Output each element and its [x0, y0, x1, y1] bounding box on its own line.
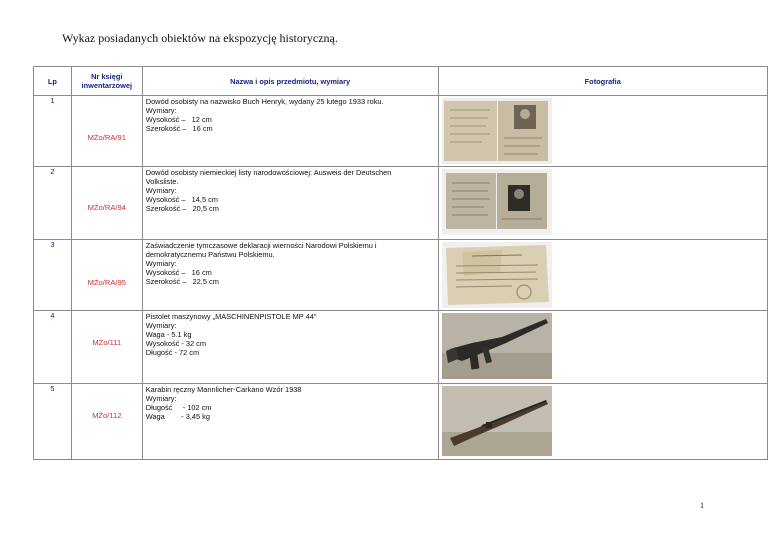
page-number: 1 — [700, 501, 704, 510]
row-photo — [438, 167, 768, 240]
row-lp: 4 — [34, 311, 72, 384]
header-lp: Lp — [34, 67, 72, 96]
header-description: Nazwa i opis przedmiotu, wymiary — [142, 67, 438, 96]
row-description: Karabin ręczny Mannlicher-Carkano Wzór 1938 Wymiary: Długość - 102 cm Waga - 3,45 kg — [142, 384, 438, 460]
table-row — [34, 311, 768, 384]
row-inventory-number: MŻo/RA/91 — [71, 96, 142, 167]
row-description: Zaświadczenie tymczasowe deklaracji wierności Narodowi Polskiemu i demokratycznemu Państwu Polskiemu. Wymiary: Wysokość – 16 cm Szerokość – 22,5 cm — [142, 240, 438, 311]
id-document-photo-icon — [442, 98, 552, 164]
row-lp: 3 — [34, 240, 72, 311]
row-description: Pistolet maszynowy „MASCHINENPISTOLE MP 44" Wymiary: Waga - 5.1 kg Wysokość - 32 cm Długość - 72 cm — [142, 311, 438, 384]
row-lp: 2 — [34, 167, 72, 240]
row-photo — [438, 311, 768, 384]
row-lp: 5 — [34, 384, 72, 460]
row-description: Dowód osobisty na nazwisko Buch Henryk, wydany 25 lutego 1933 roku. Wymiary: Wysokość – 12 cm Szerokość – 16 cm — [142, 96, 438, 167]
row-photo — [438, 240, 768, 311]
certificate-photo-icon — [442, 242, 552, 308]
ausweis-photo-icon — [442, 169, 552, 235]
row-photo — [438, 96, 768, 167]
row-photo — [438, 384, 768, 460]
table-header-row — [34, 67, 768, 96]
row-inventory-number: MŻo/112 — [71, 384, 142, 460]
row-description: Dowód osobisty niemieckiej listy narodowościowej: Ausweis der Deutschen Volksliste. Wymiary: Wysokość – 14,5 cm Szerokość – 20,5 cm — [142, 167, 438, 240]
row-inventory-number: MŻo/RA/94 — [71, 167, 142, 240]
table-row — [34, 240, 768, 311]
table-row — [34, 384, 768, 460]
header-photo: Fotografia — [438, 67, 768, 96]
table-row — [34, 167, 768, 240]
document-title: Wykaz posiadanych obiektów na ekspozycję historyczną. — [62, 31, 338, 45]
submachine-gun-photo-icon — [442, 313, 552, 379]
row-inventory-number: MŻo/111 — [71, 311, 142, 384]
table-row — [34, 96, 768, 167]
row-lp: 1 — [34, 96, 72, 167]
row-inventory-number: MŻo/RA/95 — [71, 240, 142, 311]
header-inventory-number: Nr księgi inwentarzowej — [71, 67, 142, 96]
rifle-photo-icon — [442, 386, 552, 456]
inventory-table — [33, 66, 768, 460]
